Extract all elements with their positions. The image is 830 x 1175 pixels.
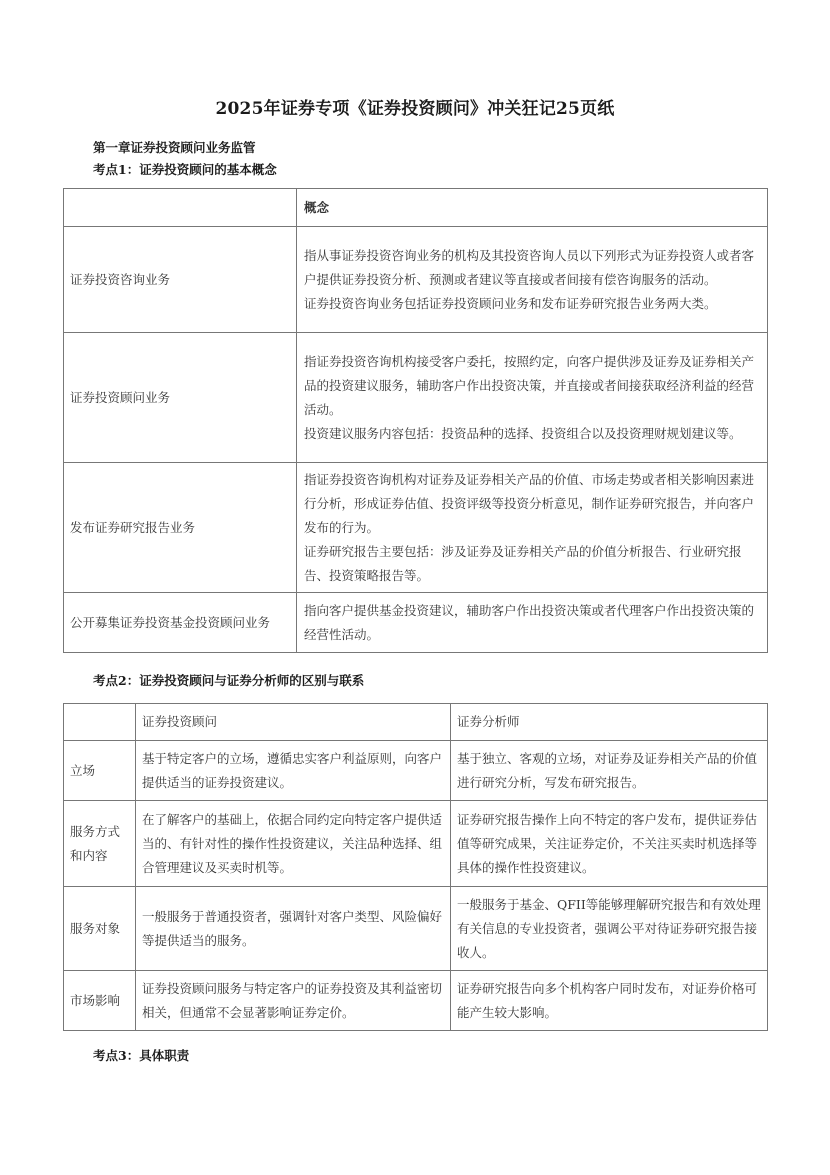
table-row (64, 593, 768, 653)
table-row (64, 887, 768, 971)
advisor-cell: 在了解客户的基础上，依据合同约定向特定客户提供适当的、有针对性的操作性投资建议，关注品种选择、组合管理建议及买卖时机等。 (136, 801, 451, 887)
point2-heading: 考点2：证券投资顾问与证券分析师的区别与联系 (93, 673, 365, 688)
table-header-row (64, 704, 768, 741)
row-content (297, 227, 768, 333)
concept-table (63, 188, 768, 653)
analyst-cell: 证券研究报告向多个机构客户同时发布，对证券价格可能产生较大影响。 (451, 971, 768, 1031)
analyst-cell: 基于独立、客观的立场，对证券及证券相关产品的价值进行研究分析，写发布研究报告。 (451, 741, 768, 801)
row-label: 服务方式和内容 (64, 801, 136, 887)
row-label: 市场影响 (64, 971, 136, 1031)
row-paragraph: 指从事证券投资咨询业务的机构及其投资咨询人员以下列形式为证券投资人或者客户提供证券投资分析、预测或者建议等直接或者间接有偿咨询服务的活动。 (304, 247, 755, 287)
advisor-cell: 基于特定客户的立场，遵循忠实客户利益原则，向客户提供适当的证券投资建议。 (136, 741, 451, 801)
row-paragraph: 指证券投资咨询机构接受客户委托，按照约定，向客户提供涉及证券及证券相关产品的投资建议服务，辅助客户作出投资决策，并直接或者间接获取经济利益的经营活动。 (304, 353, 755, 417)
row-content (297, 333, 768, 463)
point1-heading: 考点1：证券投资顾问的基本概念 (93, 162, 277, 177)
analyst-cell: 一般服务于基金、QFII等能够理解研究报告和有效处理有关信息的专业投资者，强调公平对待证券研究报告接收人。 (451, 887, 768, 971)
row-content (297, 463, 768, 593)
advisor-cell: 一般服务于普通投资者，强调针对客户类型、风险偏好等提供适当的服务。 (136, 887, 451, 971)
row-paragraph: 指证券投资咨询机构对证券及证券相关产品的价值、市场走势或者相关影响因素进行分析，形成证券估值、投资评级等投资分析意见，制作证券研究报告，并向客户发布的行为。 (304, 471, 755, 535)
row-paragraph: 投资建议服务内容包括：投资品种的选择、投资组合以及投资理财规划建议等。 (304, 425, 742, 441)
header-cell-analyst: 证券分析师 (451, 704, 768, 741)
row-label: 发布证券研究报告业务 (64, 463, 297, 593)
table-row (64, 971, 768, 1031)
table-header-row (64, 189, 768, 227)
chapter-heading: 第一章证券投资顾问业务监管 (93, 140, 256, 155)
header-cell-advisor: 证券投资顾问 (136, 704, 451, 741)
table-row (64, 333, 768, 463)
row-label: 立场 (64, 741, 136, 801)
page-title: 2025年证券专项《证券投资顾问》冲关狂记25页纸 (215, 99, 615, 119)
table-row (64, 227, 768, 333)
row-paragraph: 指向客户提供基金投资建议，辅助客户作出投资决策或者代理客户作出投资决策的经营性活动。 (304, 602, 755, 642)
header-cell-empty (64, 189, 297, 227)
header-cell-empty (64, 704, 136, 741)
header-cell-concept: 概念 (297, 189, 768, 227)
comparison-table (63, 703, 768, 1031)
table-row (64, 801, 768, 887)
row-content (297, 593, 768, 653)
row-label: 服务对象 (64, 887, 136, 971)
analyst-cell: 证券研究报告操作上向不特定的客户发布，提供证券估值等研究成果，关注证券定价，不关注买卖时机选择等具体的操作性投资建议。 (451, 801, 768, 887)
row-paragraph: 证券研究报告主要包括：涉及证券及证券相关产品的价值分析报告、行业研究报告、投资策略报告等。 (304, 543, 742, 583)
table-row (64, 463, 768, 593)
row-label: 公开募集证券投资基金投资顾问业务 (64, 593, 297, 653)
row-label: 证券投资顾问业务 (64, 333, 297, 463)
row-paragraph: 证券投资咨询业务包括证券投资顾问业务和发布证券研究报告业务两大类。 (304, 295, 717, 311)
row-label: 证券投资咨询业务 (64, 227, 297, 333)
point3-heading: 考点3：具体职责 (93, 1048, 190, 1063)
advisor-cell: 证券投资顾问服务与特定客户的证券投资及其利益密切相关，但通常不会显著影响证券定价。 (136, 971, 451, 1031)
table-row (64, 741, 768, 801)
